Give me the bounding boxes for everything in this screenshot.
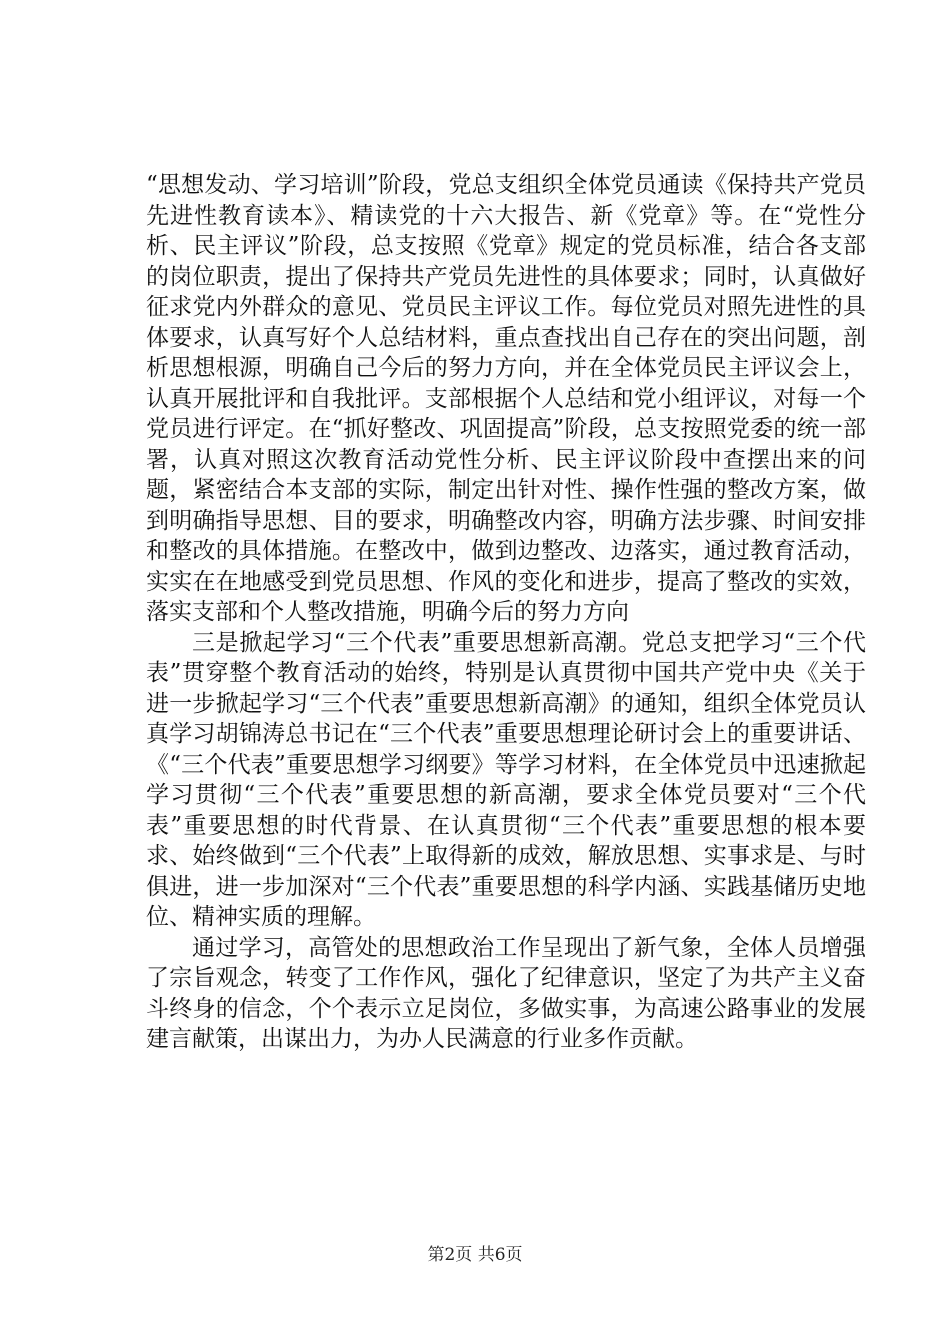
document-body	[146, 170, 866, 1055]
paragraph-1: “思想发动、学习培训”阶段，党总支组织全体党员通读《保持共产党员先进性教育读本》、精读党的十六大报告、新《党章》等。在“党性分析、民主评议”阶段，总支按照《党章》规定的党员标准，结合各支部的岗位职责，提出了保持共产党员先进性的具体要求；同时，认真做好征求党内外群众的意见、党员民主评议工作。每位党员对照先进性的具体要求，认真写好个人总结材料，重点查找出自己存在的突出问题，剖析思想根源，明确自己今后的努力方向，并在全体党员民主评议会上，认真开展批评和自我批评。支部根据个人总结和党小组评议，对每一个党员进行评定。在“抓好整改、巩固提高”阶段，总支按照党委的统一部署，认真对照这次教育活动党性分析、民主评议阶段中查摆出来的问题，紧密结合本支部的实际，制定出针对性、操作性强的整改方案，做到明确指导思想、目的要求，明确整改内容，明确方法步骤、时间安排和整改的具体措施。在整改中，做到边整改、边落实，通过教育活动，实实在在地感受到党员思想、作风的变化和进步，提高了整改的实效，落实支部和个人整改措施，明确今后的努力方向	[146, 172, 866, 625]
paragraph-2: 三是掀起学习“三个代表”重要思想新高潮。党总支把学习“三个代表”贯穿整个教育活动的始终，特别是认真贯彻中国共产党中央《关于进一步掀起学习“三个代表”重要思想新高潮》的通知，组织全体党员认真学习胡锦涛总书记在“三个代表”重要思想理论研讨会上的重要讲话、《“三个代表”重要思想学习纲要》等学习材料，在全体党员中迅速掀起学习贯彻“三个代表”重要思想的新高潮，要求全体党员要对“三个代表”重要思想的时代背景、在认真贯彻“三个代表”重要思想的根本要求、始终做到“三个代表”上取得新的成效，解放思想、实事求是、与时俱进，进一步加深对“三个代表”重要思想的科学内涵、实践基储历史地位、精神实质的理解。	[146, 629, 866, 930]
page-footer: 第2页 共6页	[427, 1245, 523, 1265]
paragraph-3: 通过学习，高管处的思想政治工作呈现出了新气象，全体人员增强了宗旨观念，转变了工作作风，强化了纪律意识，坚定了为共产主义奋斗终身的信念，个个表示立足岗位，多做实事，为高速公路事业的发展建言献策，出谋出力，为办人民满意的行业多作贡献。	[146, 934, 866, 1052]
